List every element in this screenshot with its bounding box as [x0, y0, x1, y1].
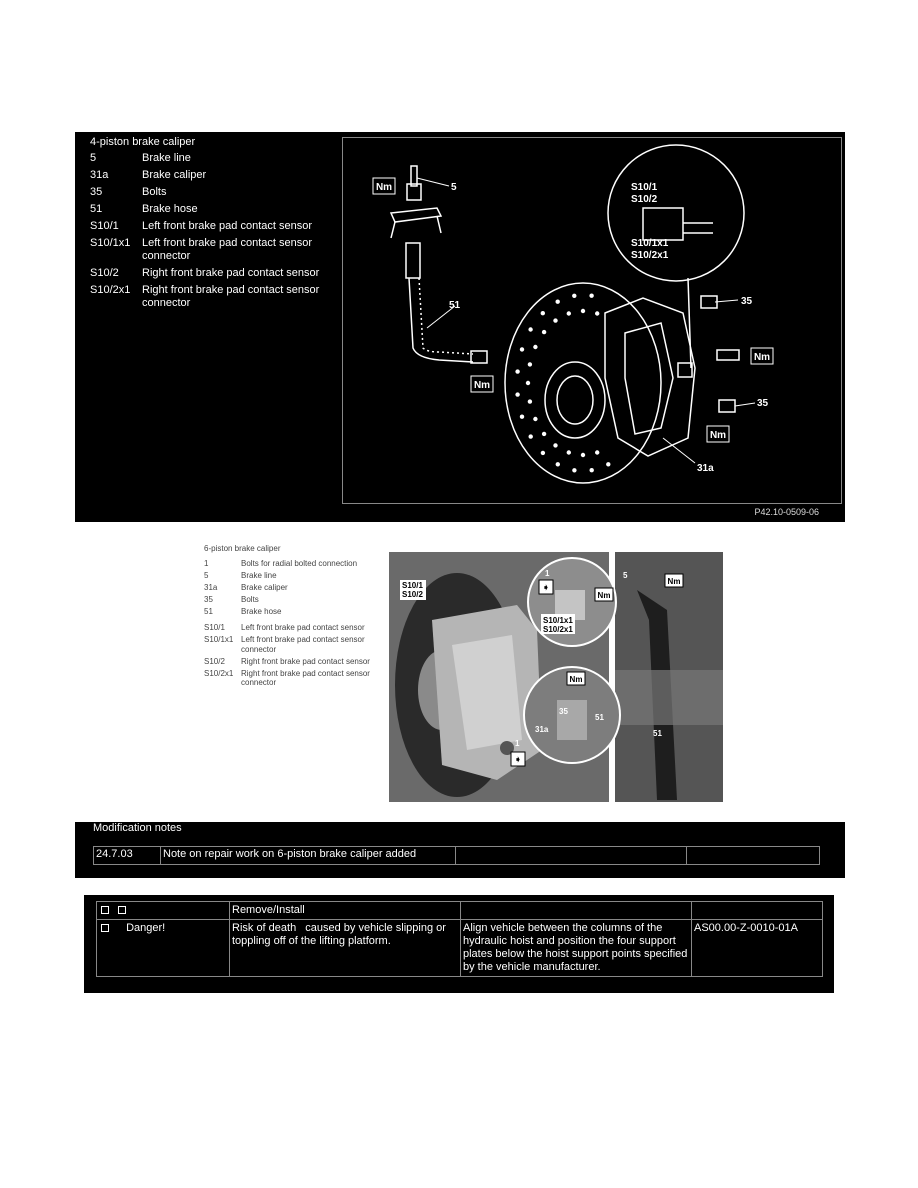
- danger-label: Danger!: [126, 922, 166, 934]
- cause-text: caused by vehicle slipping or toppling off of the lifting platform.: [232, 922, 446, 947]
- disc-hole: [533, 417, 537, 421]
- callout-s10-1: S10/1: [402, 581, 423, 590]
- disc-hole: [590, 468, 594, 472]
- procedure-table: [96, 901, 823, 977]
- disc-hole: [528, 362, 532, 366]
- modification-notes-table: [93, 846, 820, 865]
- checkbox-icon: [101, 924, 109, 932]
- nm-label: Nm: [667, 577, 681, 586]
- nm-label: Nm: [375, 182, 393, 193]
- legend-row: 51 Brake hose: [204, 606, 282, 616]
- table-row: [94, 847, 820, 865]
- reference-cell: AS00.00-Z-0010-01A: [692, 920, 823, 977]
- disc-hole: [520, 415, 524, 419]
- disc-hole: [541, 451, 545, 455]
- legend-row: S10/1 Left front brake pad contact sensor: [204, 623, 365, 632]
- disc-hole: [528, 399, 532, 403]
- disc-hole: [542, 432, 546, 436]
- brake-caliper-diagram: [342, 137, 842, 504]
- callout-s10-2x1: S10/2x1: [631, 250, 669, 261]
- six-piston-caliper-photo: [387, 550, 725, 804]
- disc-hole: [533, 345, 537, 349]
- modification-notes: [75, 822, 845, 878]
- callout-51: 51: [653, 729, 662, 738]
- arrow-symbol: ➧: [514, 755, 522, 764]
- caliper-drawing: [605, 298, 695, 456]
- legend-row: S10/2 Right front brake pad contact sensor: [204, 656, 370, 666]
- figure-4-piston: [75, 132, 845, 522]
- action-cell: Align vehicle between the columns of the hydraulic hoist and position the four support plates below the hoist support points specified by the vehicle manufacturer.: [461, 920, 692, 977]
- sensor-inset: [608, 145, 744, 368]
- brake-line-drawing: [391, 166, 487, 363]
- disc-hole: [529, 434, 533, 438]
- legend-row: S10/2x1 Right front brake pad contact sensor connector: [204, 668, 370, 687]
- callout-s10-1: S10/1: [631, 182, 658, 193]
- disc-hole: [515, 369, 519, 373]
- legend-row: 51 Brake hose: [90, 203, 198, 215]
- callout-5: 5: [623, 571, 628, 580]
- callout-s10-2: S10/2: [631, 194, 658, 205]
- risk-cell: [230, 920, 461, 977]
- legend-row: S10/1x1 Left front brake pad contact sensor connector: [90, 237, 312, 262]
- disc-hole: [541, 311, 545, 315]
- note-date: 24.7.03: [94, 847, 161, 865]
- danger-cell: [97, 920, 230, 977]
- callout-35: 35: [757, 398, 769, 409]
- disc-hole: [556, 462, 560, 466]
- legend-row: 35 Bolts: [204, 594, 259, 604]
- header-empty-cell: [692, 902, 823, 920]
- figure1-title: 4-piston brake caliper: [90, 136, 196, 148]
- disc-hole: [567, 450, 571, 454]
- legend-row: 5 Brake line: [90, 152, 191, 164]
- callout-s10-1x1: S10/1x1: [631, 238, 669, 249]
- bolts-drawing: [701, 296, 739, 412]
- callout-31a: 31a: [535, 725, 549, 734]
- callout-51: 51: [595, 713, 604, 722]
- risk-text: Risk of death: [232, 922, 297, 934]
- disc-hole: [520, 347, 524, 351]
- table-row: [97, 920, 823, 977]
- disc-hole: [589, 294, 593, 298]
- callout-1: 1: [515, 739, 520, 748]
- disc-hole: [567, 311, 571, 315]
- disc-hole: [515, 392, 519, 396]
- legend-row: 31a Brake caliper: [90, 169, 207, 181]
- checkbox-icon: [101, 906, 109, 914]
- disc-hole: [556, 300, 560, 304]
- disc-hole: [595, 311, 599, 315]
- header-empty-cell: [461, 902, 692, 920]
- disc-hole: [542, 330, 546, 334]
- note-cell: [456, 847, 687, 865]
- callout-35: 35: [559, 707, 568, 716]
- disc-hole: [581, 453, 585, 457]
- figure-code: P42.10-0509-06: [754, 507, 819, 517]
- nm-label: Nm: [753, 352, 771, 363]
- callout-s10-2x1: S10/2x1: [543, 625, 573, 634]
- callout-35: 35: [741, 296, 753, 307]
- procedure-title: Remove/Install: [230, 902, 461, 920]
- legend-row: S10/1 Left front brake pad contact sensor: [90, 220, 312, 232]
- disc-hole: [528, 327, 532, 331]
- disc-hole: [595, 450, 599, 454]
- disc-hole: [581, 309, 585, 313]
- disc-hole: [572, 294, 576, 298]
- callout-s10-1x1: S10/1x1: [543, 616, 573, 625]
- note-cell: [687, 847, 820, 865]
- callout-s10-2: S10/2: [402, 590, 423, 599]
- arrow-symbol: ➧: [542, 583, 550, 592]
- note-text: Note on repair work on 6-piston brake caliper added: [161, 847, 456, 865]
- legend-row: 35 Bolts: [90, 186, 167, 198]
- disc-hole: [553, 318, 557, 322]
- callout-1: 1: [545, 569, 550, 578]
- procedure-section: [84, 895, 834, 993]
- nm-label: Nm: [473, 380, 491, 391]
- table-row: [97, 902, 823, 920]
- nm-label: Nm: [709, 430, 727, 441]
- figure2-title: 6-piston brake caliper: [204, 544, 281, 553]
- legend-row: 31a Brake caliper: [204, 582, 288, 592]
- figure1-legend: [90, 152, 340, 314]
- disc-hole: [553, 443, 557, 447]
- disc-hole: [572, 468, 576, 472]
- nm-label: Nm: [569, 675, 583, 684]
- figure2-legend: [204, 544, 374, 690]
- legend-row: S10/2 Right front brake pad contact sensor: [90, 267, 320, 279]
- callout-51: 51: [449, 300, 461, 311]
- disc-hole: [526, 381, 530, 385]
- header-icons-cell: [97, 902, 230, 920]
- legend-row: S10/1x1 Left front brake pad contact sensor connector: [204, 635, 365, 654]
- disc-hole: [606, 462, 610, 466]
- legend-row: 1 Bolts for radial bolted connection: [204, 558, 358, 568]
- nm-label: Nm: [597, 591, 611, 600]
- checkbox-icon: [118, 906, 126, 914]
- legend-row: S10/2x1 Right front brake pad contact sensor connector: [90, 284, 320, 309]
- modification-notes-heading: Modification notes: [93, 822, 182, 834]
- legend-row: 5 Brake line: [204, 570, 277, 580]
- callout-31a: 31a: [697, 463, 714, 474]
- callout-5: 5: [451, 182, 457, 193]
